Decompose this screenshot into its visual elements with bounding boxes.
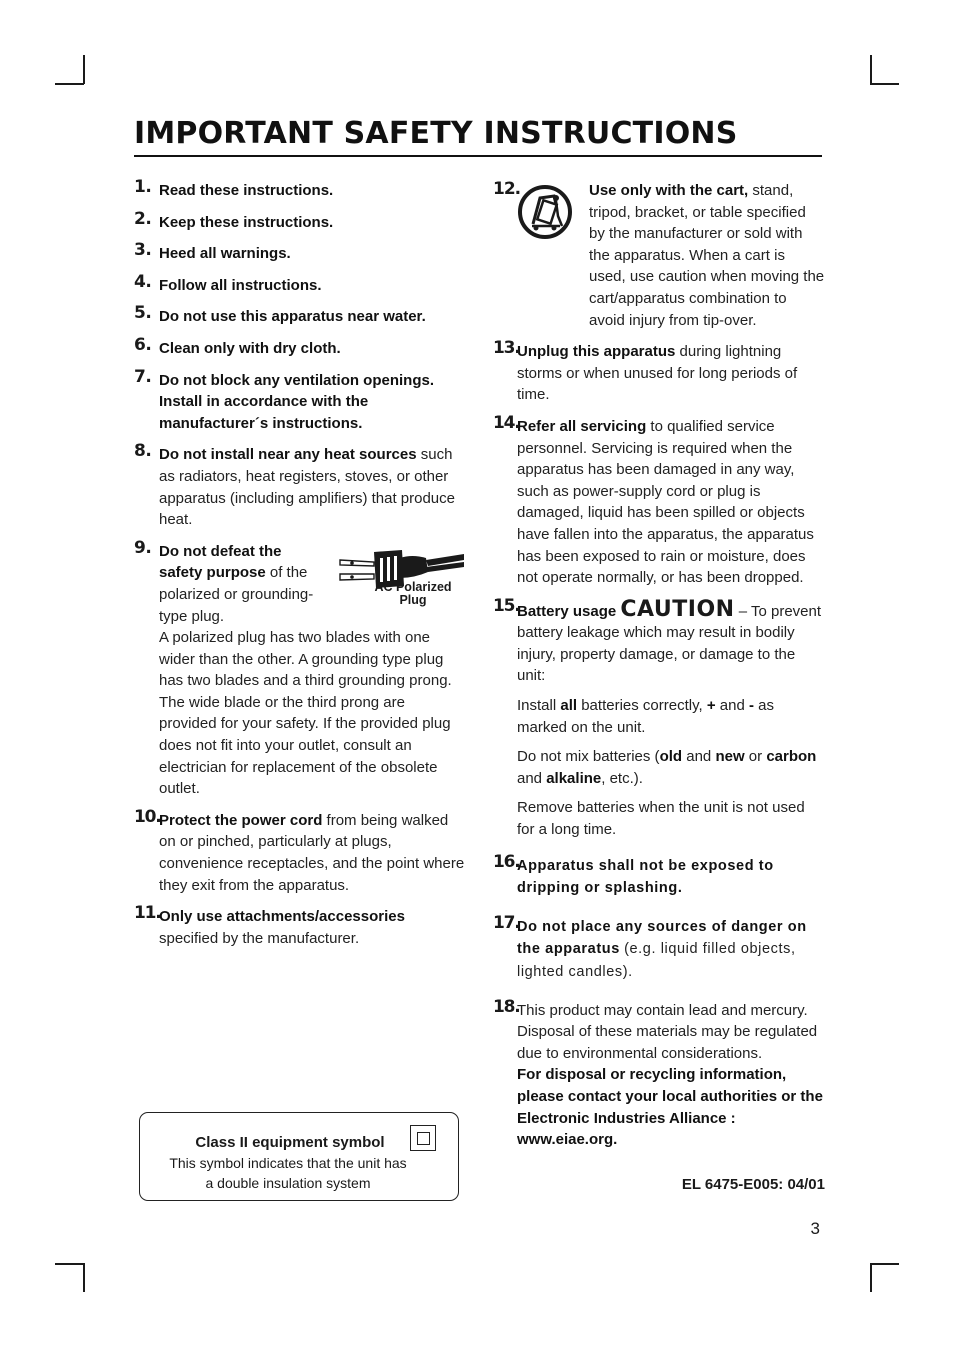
item-number: 14. [493, 412, 520, 433]
class-ii-symbol-box [139, 1112, 459, 1201]
item-number: 8. [134, 441, 152, 462]
item-bold-text: For disposal or recycling information, please contact your local authorities or the Electronic Industries Alliance : www.eiae.org. [517, 1066, 823, 1149]
plug-caption-line2: Plug [399, 592, 427, 607]
class-ii-description-line1: This symbol indicates that the unit has [169, 1155, 407, 1171]
cart-tip-over-warning-icon [518, 184, 572, 240]
item-bold-text: Apparatus shall not be exposed to dripping or splashing. [517, 857, 774, 897]
item-number: 12. [493, 179, 521, 199]
item-text: during lightning storms or when unused for long periods of time. [517, 343, 798, 404]
item-number: 18. [493, 996, 520, 1017]
item-bold-text: Unplug this apparatus [517, 343, 676, 361]
item-bold-text: Clean only with dry cloth. [159, 339, 341, 357]
item-number: 5. [134, 303, 152, 324]
item-number: 11. [134, 903, 161, 924]
text-fragment-bold: alkaline [546, 769, 602, 787]
battery-instruction-mix [517, 746, 825, 789]
item-number: 7. [134, 366, 152, 387]
item-number: 17. [493, 912, 520, 933]
text-fragment-bold: new [715, 748, 745, 766]
instruction-item-9 [134, 537, 466, 800]
item-bold-text: Refer all servicing [517, 417, 647, 435]
battery-instruction-install [517, 695, 825, 738]
text-fragment: and [686, 748, 712, 766]
item-text-continued: A polarized plug has two blades with one wider than the other. A grounding type plug has two blades and a third grounding prong. The wide blade or the third prong are provided for your safety. If the provided plug does not fit into your outlet, consult an electrician for replacement of the obsolete outlet. [159, 629, 452, 798]
item-bold-text: Battery usage [517, 602, 617, 620]
item-number: 9. [134, 537, 152, 558]
text-fragment: and [719, 697, 745, 715]
instruction-item-11 [134, 903, 466, 949]
text-fragment: as marked on the unit. [517, 697, 774, 736]
crop-mark-bottom-left-v [83, 1263, 85, 1292]
page-number: 3 [810, 1219, 820, 1238]
class-ii-title: Class II equipment symbol [195, 1134, 385, 1151]
text-fragment-bold: all [560, 697, 578, 715]
item-bold-text: Use only with the cart, [589, 182, 749, 199]
item-bold-text: Do not block any ventilation openings. Install in accordance with the manufacturer´s instructions. [159, 371, 435, 432]
item-bold-text: Protect the power cord [159, 811, 323, 829]
instruction-item-7 [134, 366, 466, 435]
text-fragment: or [748, 748, 763, 766]
item-text: of the polarized or grounding-type plug. [159, 564, 314, 625]
item-text: This product may contain lead and mercury. Disposal of these materials may be regulated due to environmental considerations. [517, 1001, 818, 1062]
class-ii-description-line2: a double insulation system [205, 1175, 371, 1191]
item-bold-text: Do not use this apparatus near water. [159, 308, 426, 326]
item-text: (e.g. liquid filled objects, lighted candles). [517, 941, 796, 980]
instruction-item-6 [134, 334, 466, 360]
instruction-item-18 [493, 996, 825, 1151]
crop-mark-bottom-left-h [55, 1263, 84, 1265]
text-fragment: Install [517, 697, 557, 715]
page-title: IMPORTANT SAFETY INSTRUCTIONS [134, 116, 738, 151]
item-number: 4. [134, 271, 152, 292]
text-fragment: Do not mix batteries ( [517, 748, 660, 766]
item-bold-text: Follow all instructions. [159, 276, 322, 294]
instruction-item-4 [134, 271, 466, 297]
item-number: 6. [134, 334, 152, 355]
text-fragment: batteries correctly, [581, 697, 703, 715]
item-bold-text: Do not place any sources of danger on the apparatus [517, 918, 807, 958]
item-number: 10. [134, 806, 161, 827]
battery-instruction-remove: Remove batteries when the unit is not used for a long time. [517, 799, 805, 839]
instruction-item-3 [134, 240, 466, 265]
instruction-item-10 [134, 806, 466, 896]
instruction-item-12 [493, 180, 825, 331]
text-fragment: and [517, 769, 543, 787]
item-bold-text: Heed all warnings. [159, 245, 291, 263]
instruction-item-15 [493, 595, 825, 841]
item-number: 15. [493, 595, 520, 616]
text-fragment-bold: old [659, 748, 683, 766]
item-bold-text: Do not install near any heat sources [159, 446, 417, 464]
instruction-item-2 [134, 208, 466, 234]
item-number: 2. [134, 208, 152, 229]
item-text: such as radiators, heat registers, stoves, or other apparatus (including amplifiers) that produce heat. [159, 446, 455, 529]
instruction-item-16 [493, 851, 825, 900]
minus-sign: - [748, 697, 754, 715]
plug-caption [358, 581, 468, 607]
plus-sign: + [706, 697, 716, 715]
text-fragment: , etc.). [601, 769, 643, 787]
item-9-intro [159, 541, 327, 627]
instruction-item-8 [134, 441, 466, 530]
instruction-item-13 [493, 338, 825, 406]
item-bold-text: Keep these instructions. [159, 213, 334, 231]
crop-mark-bottom-right-v [870, 1263, 872, 1292]
item-number: 3. [134, 240, 152, 261]
crop-mark-bottom-right-h [870, 1263, 899, 1265]
crop-mark-top-left-v [83, 55, 85, 84]
item-bold-text: Only use attachments/accessories [159, 908, 405, 926]
text-fragment-bold: carbon [766, 748, 817, 766]
item-text: specified by the manufacturer. [159, 929, 360, 947]
item-text: to qualified service personnel. Servicing is required when the apparatus has been damaged in any way, such as power-supply cord or plug is damaged, liquid has been spilled or objects have fallen into the apparatus, the apparatus has been exposed to rain or moisture, does not operate normally, or has been dropped. [517, 417, 814, 587]
right-column [493, 180, 825, 1161]
item-bold-text: Do not defeat the safety purpose [159, 542, 282, 582]
crop-mark-top-right-h [870, 83, 899, 85]
item-text: stand, tripod, bracket, or table specified by the manufacturer or sold with the apparatus. When a cart is used, use caution when moving the cart/apparatus combination to avoid injury from tip-over. [589, 182, 825, 329]
item-bold-text: Read these instructions. [159, 182, 334, 199]
item-text: – To prevent battery leakage which may result in bodily injury, property damage, or damage to the unit: [517, 602, 822, 685]
crop-mark-top-right-v [870, 55, 872, 84]
plug-caption-line1: AC Polarized [374, 579, 452, 594]
left-column [134, 177, 466, 959]
title-underline [134, 155, 822, 157]
instruction-item-17 [493, 912, 825, 984]
instruction-item-1 [134, 177, 466, 202]
crop-mark-top-left-h [55, 83, 84, 85]
double-insulation-icon [410, 1125, 436, 1151]
class-ii-description [140, 1153, 436, 1193]
instruction-item-5 [134, 303, 466, 328]
item-number: 1. [134, 177, 152, 197]
item-number: 16. [493, 851, 520, 872]
document-code: EL 6475-E005: 04/01 [681, 1176, 825, 1193]
instruction-item-14 [493, 412, 825, 589]
caution-label: CAUTION [620, 596, 735, 622]
item-text: from being walked on or pinched, particularly at plugs, convenience receptacles, and the point where they exit from the apparatus. [159, 811, 465, 894]
item-number: 13. [493, 338, 520, 359]
